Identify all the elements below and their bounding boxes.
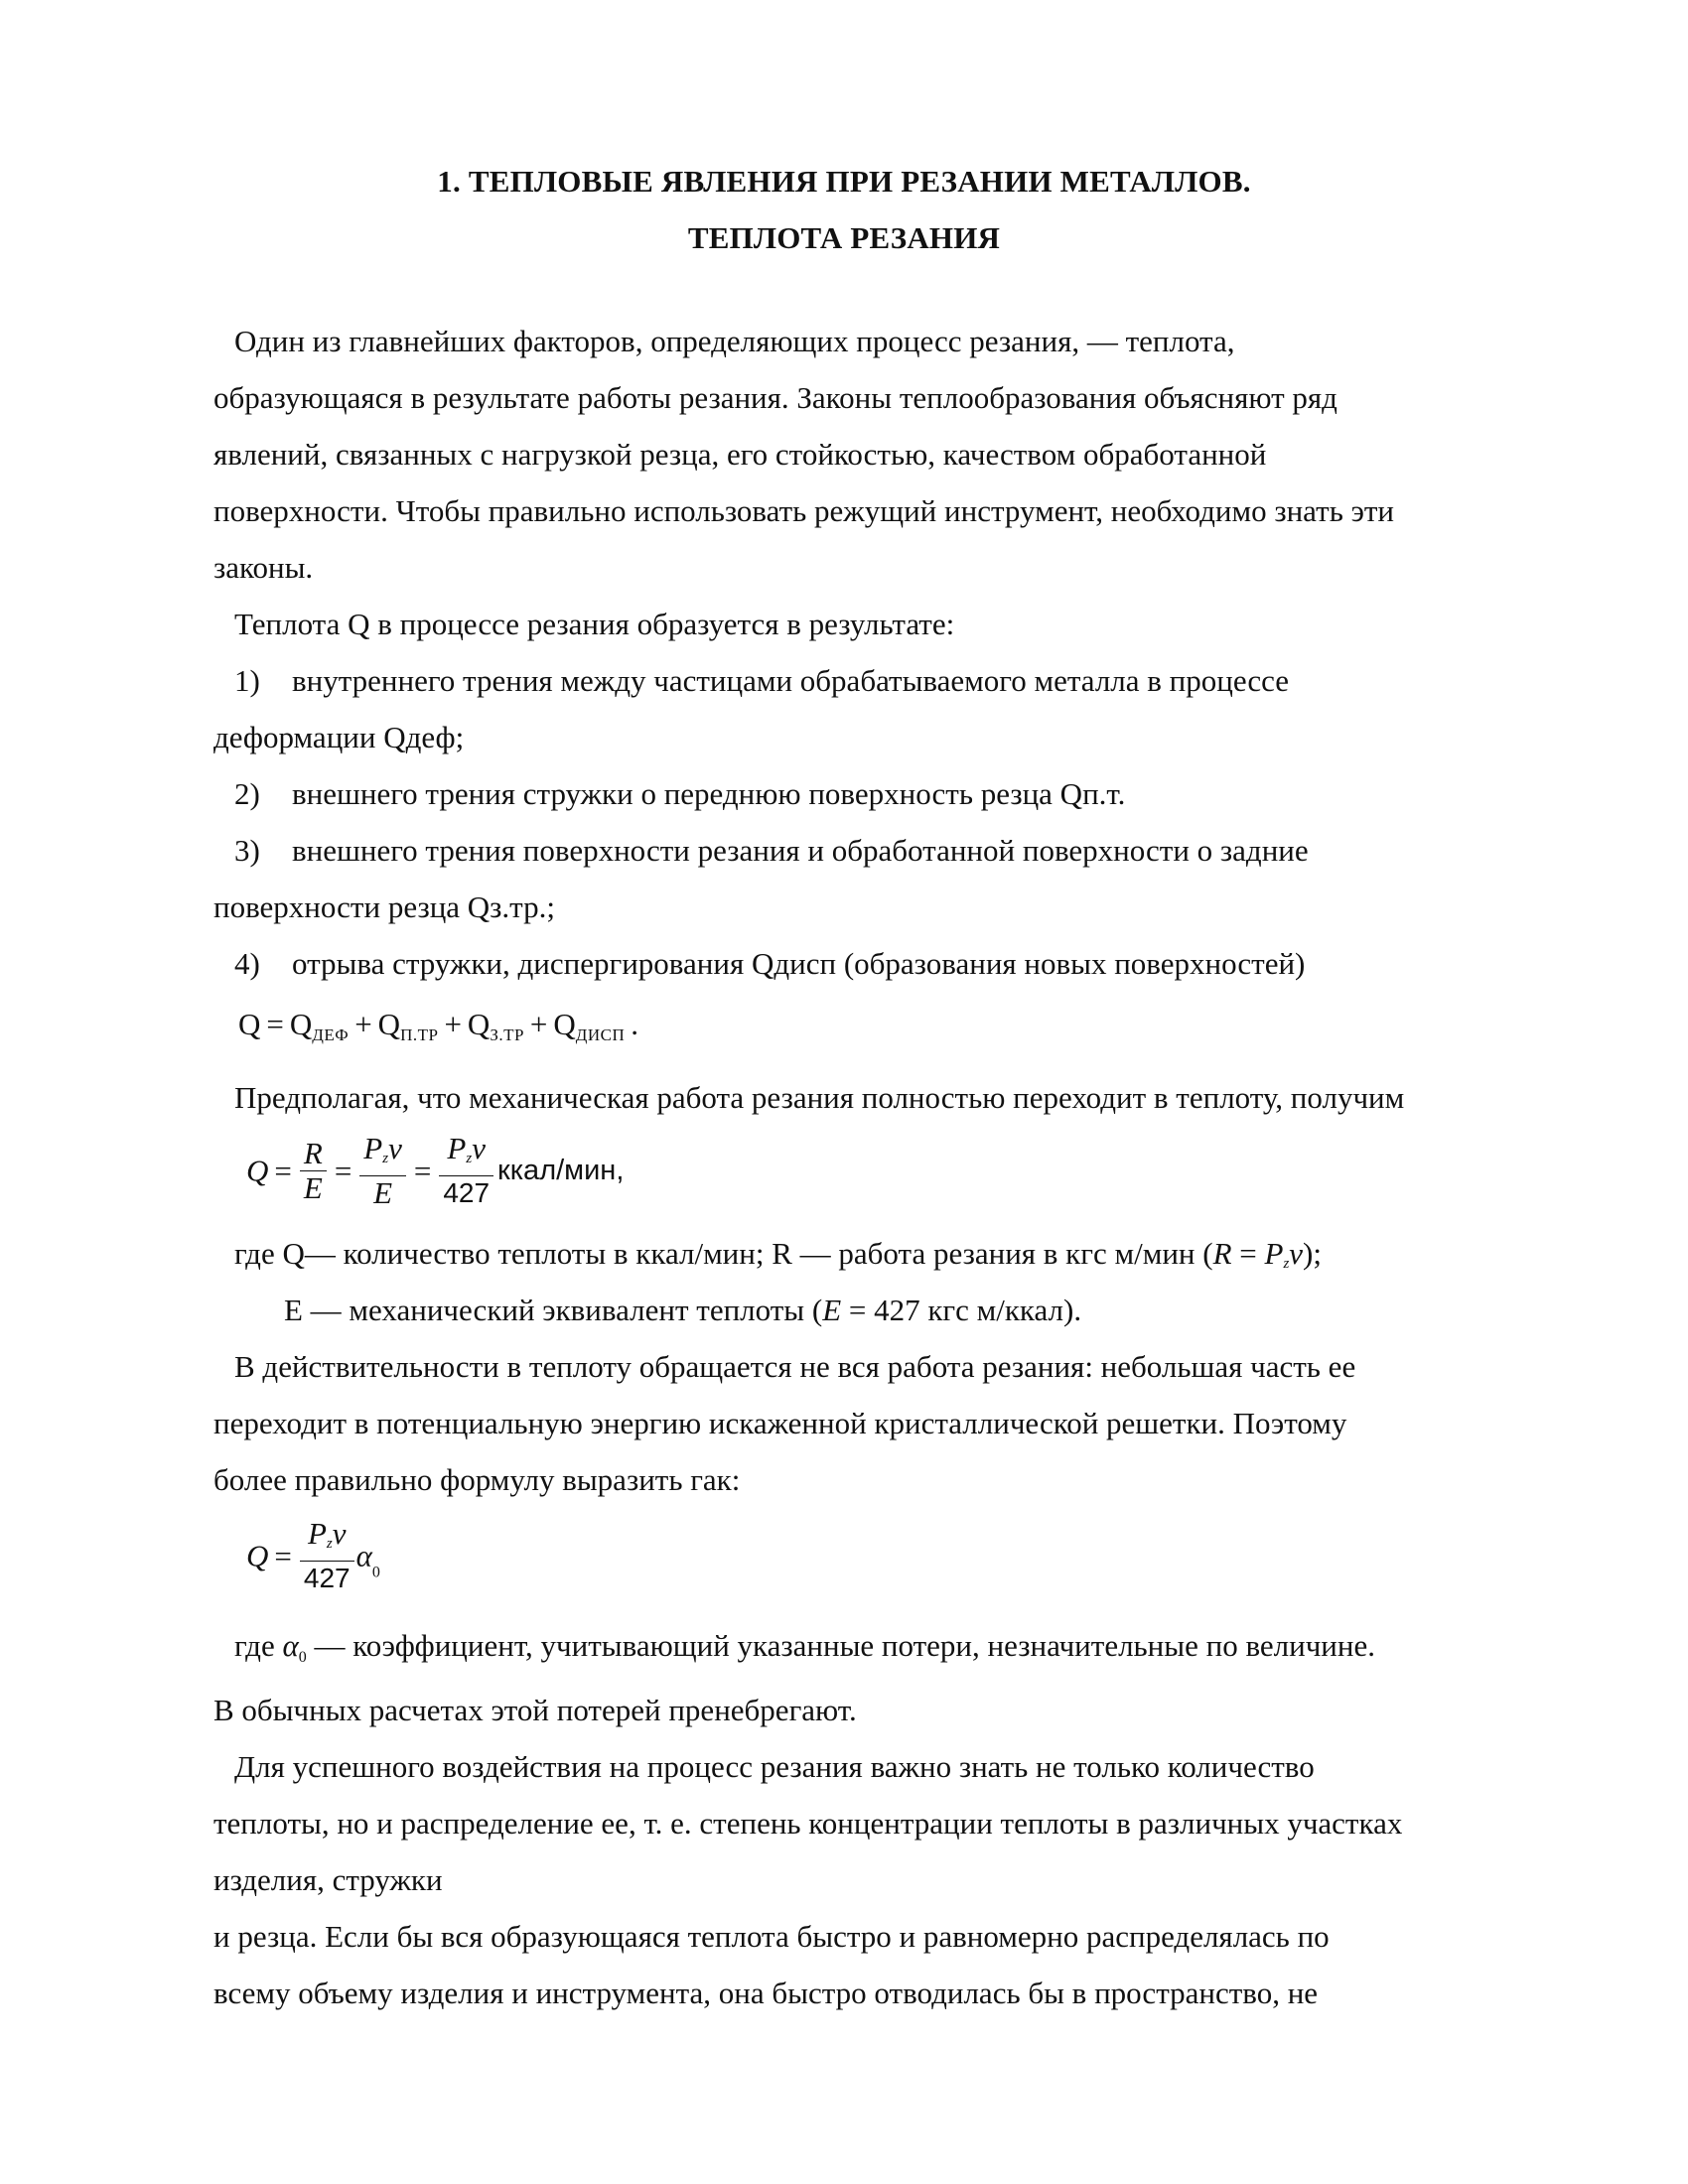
formula-operator: = (413, 1153, 432, 1188)
symbol-r: R (1212, 1236, 1232, 1271)
paragraph-6-line-1: Для успешного воздействия на процесс резания важно знать не только количество (234, 1749, 1315, 1784)
formula-operator: + (529, 1007, 548, 1041)
paragraph-6-line-4: и резца. Если бы вся образующаяся теплота быстро и равномерно распределялась по (213, 1919, 1330, 1954)
fraction-denominator: 427 (439, 1175, 493, 1210)
formula-period: . (631, 1007, 639, 1041)
formula-symbol: Q (467, 1007, 491, 1041)
paragraph-6-line-5: всему объему изделия и инструмента, она быстро отводилась бы в пространство, не (213, 1976, 1319, 2010)
definition-text-end: — коэффициент, учитывающий указанные потери, незначительные по величине. (306, 1628, 1376, 1663)
symbol-p: P (363, 1131, 383, 1165)
fraction-pzv-over-e (359, 1132, 406, 1210)
fraction-numerator (359, 1132, 406, 1175)
paragraph-1-line-1: Один из главнейших факторов, определяющих процесс резания, — теплота, (234, 324, 1235, 358)
paragraph-2: Теплота Q в процессе резания образуется в результате: (234, 607, 955, 641)
fraction-denominator: E (300, 1170, 327, 1205)
list-text: внешнего трения поверхности резания и обработанной поверхности о задние (292, 833, 1309, 868)
definition-text: где Q— количество теплоты в ккал/мин; R — работа резания в кгс м/мин ( (234, 1236, 1213, 1271)
list-text: отрыва стружки, диспергирования Qдисп (образования новых поверхностей) (292, 946, 1306, 981)
list-item-2 (234, 776, 1125, 812)
formula-subscript: З.ТР (490, 1025, 524, 1044)
formula-subscript: ДИСП (575, 1025, 626, 1044)
paragraph-1-line-4: поверхности. Чтобы правильно использовать режущий инструмент, необходимо знать эти (213, 493, 1395, 528)
paragraph-3: Предполагая, что механическая работа резания полностью переходит в теплоту, получим (234, 1080, 1405, 1115)
paragraph-1-line-5: законы. (213, 550, 314, 585)
definition-text: Е — механический эквивалент теплоты ( (284, 1293, 823, 1327)
paragraph-4-line-3: более правильно формулу выразить гак: (213, 1462, 741, 1497)
formula-symbol: Q (377, 1007, 401, 1041)
formula-symbol: Q (246, 1153, 269, 1188)
definition-text: где (234, 1628, 283, 1663)
paragraph-1-line-3: явлений, связанных с нагрузкой резца, его стойкостью, качеством обработанной (213, 437, 1267, 472)
heading-line-1: 1. ТЕПЛОВЫЕ ЯВЛЕНИЯ ПРИ РЕЗАНИИ МЕТАЛЛОВ. (437, 164, 1251, 199)
formula-operator: + (444, 1007, 462, 1041)
definition-text-end: = 427 кгс м/ккал). (841, 1293, 1082, 1327)
formula-subscript: ДЕФ (312, 1025, 350, 1044)
paragraph-4-line-2: переходит в потенциальную энергию искаженной кристаллической решетки. Поэтому (213, 1406, 1347, 1440)
fraction-pzv-over-427 (300, 1517, 354, 1595)
fraction-denominator: 427 (300, 1561, 354, 1595)
paragraph-6-line-2: теплоты, но и распределение ее, т. е. степень концентрации теплоты в различных участках (213, 1806, 1403, 1841)
formula-heat-sum (238, 1007, 638, 1045)
list-number: 2) (234, 776, 260, 811)
list-text: внешнего трения стружки о переднюю поверхность резца Qп.т. (292, 776, 1126, 811)
symbol-p: P (1264, 1236, 1284, 1271)
definition-alpha (234, 1628, 1375, 1676)
definition-end: ); (1303, 1236, 1322, 1271)
subscript-zero: 0 (298, 1649, 307, 1666)
list-item-3-cont: поверхности резца Qз.тр.; (213, 889, 555, 924)
symbol-v: v (472, 1131, 486, 1165)
formula-symbol: Q (553, 1007, 576, 1041)
subscript-z: z (1283, 1256, 1290, 1272)
symbol-v: v (332, 1516, 347, 1551)
fraction-numerator: R (303, 1136, 323, 1170)
list-item-4 (234, 946, 1305, 982)
symbol-v: v (388, 1131, 402, 1165)
fraction-numerator (300, 1517, 354, 1561)
formula-operator: = (274, 1153, 292, 1188)
definition-e (284, 1293, 1081, 1328)
list-number: 3) (234, 833, 260, 868)
formula-heat-work (246, 1132, 624, 1210)
paragraph-4-line-1: В действительности в теплоту обращается не вся работа резания: небольшая часть ее (234, 1349, 1356, 1384)
formula-operator: = (266, 1007, 284, 1041)
symbol-p: P (307, 1516, 327, 1551)
equals-sign: = (1231, 1236, 1265, 1271)
subscript-z: z (382, 1151, 389, 1166)
list-text: внутреннего трения между частицами обрабатываемого металла в процессе (292, 663, 1290, 698)
formula-operator: = (274, 1538, 292, 1573)
definition-q-r (234, 1236, 1322, 1282)
paragraph-6-line-3: изделия, стружки (213, 1862, 443, 1897)
formula-operator: + (354, 1007, 372, 1041)
paragraph-5: В обычных расчетах этой потерей пренебрегают. (213, 1693, 857, 1727)
heading-line-2: ТЕПЛОТА РЕЗАНИЯ (687, 220, 1001, 255)
formula-heat-corrected (246, 1517, 380, 1595)
subscript-z: z (466, 1151, 473, 1166)
list-item-1 (234, 663, 1289, 699)
symbol-v: v (1289, 1236, 1304, 1271)
fraction-r-over-e (300, 1137, 327, 1205)
fraction-pzv-over-427 (439, 1132, 493, 1210)
paragraph-1-line-2: образующаяся в результате работы резания. Законы теплообразования объясняют ряд (213, 380, 1337, 415)
list-number: 4) (234, 946, 260, 981)
fraction-denominator: E (359, 1175, 406, 1210)
formula-symbol: Q (238, 1007, 261, 1041)
formula-unit: ккал/мин, (497, 1155, 625, 1186)
list-item-1-cont: деформации Qдеф; (213, 720, 465, 754)
list-number: 1) (234, 663, 260, 698)
list-item-3 (234, 833, 1309, 869)
formula-symbol: Q (289, 1007, 313, 1041)
formula-operator: = (334, 1153, 352, 1188)
symbol-p: P (447, 1131, 467, 1165)
formula-symbol: Q (246, 1538, 269, 1573)
symbol-alpha: α (355, 1538, 372, 1573)
formula-subscript: П.ТР (400, 1025, 439, 1044)
subscript-zero: 0 (371, 1564, 380, 1581)
fraction-numerator (439, 1132, 493, 1175)
symbol-alpha: α (282, 1628, 299, 1663)
subscript-z: z (326, 1536, 333, 1552)
symbol-e: E (822, 1293, 842, 1327)
